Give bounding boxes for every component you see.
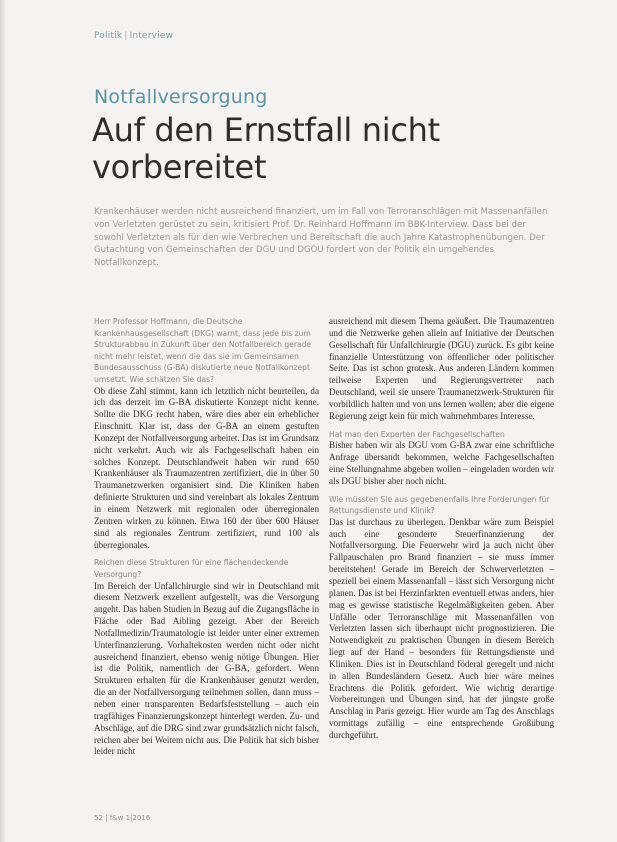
interview-question: Wie müssten Sie aus gegebenenfalls Ihre Forderungen für Rettungsdienste und Klinik?: [329, 494, 550, 516]
interview-answer: Das ist durchaus zu überlegen. Denkbar wäre zum Beispiel auch eine gesonderte Steuerfinanzierung der Notfallversorgung. Die Feuerwehr wird ja auch nicht über Fallpauschalen pro Brand finanziert – sie muss immer bereitstehen! Gerade im Bereich der Schwerverletzten – speziell bei einem Massenanfall – lässt sich Versorgung nicht planen. Das ist bei Herzinfarkten eventuell etwas anders, hier mag es gewisse statistische Regelmäßigkeiten geben. Aber Unfälle oder Terroranschläge mit Massenanfällen von Verletzten lassen sich überhaupt nicht prognostizieren. Die Notwendigkeit zu praktischen Übungen in diesem Bereich liegt auf der Hand – besonders für Rettungsdienste und Kliniken. Dies ist in Deutschland föderal geregelt und nicht in allen Bundesländern Gesetz. Auch hier wäre meines Erachtens die Politik gefordert. Wie wichtig derartige Vorbereitungen und Übungen sind, hat der jüngste große Anschlag in Paris gezeigt. Hier wurde am Tag des Anschlags vormittags zufällig – eine entsprechende Großübung durchgeführt.: [329, 516, 554, 740]
section-tag: [94, 31, 173, 41]
interview-answer: Ob diese Zahl stimmt, kann ich letztlich nicht beurteilen, da ich das derzeit im G-BA diskutierte Konzept nicht kenne. Sollte die DKG recht haben, wäre dies aber ein erheblicher Einschnitt. Klar ist, dass der G-BA an einem gestuften Konzept der Notfallversorgung arbeitet. Das ist im Grundsatz nicht verkehrt. Auch wir als Fachgesellschaft haben ein solches Konzept. Deutschlandweit haben wir rund 650 Krankenhäuser als Traumazentren zertifiziert, die in über 50 Traumanetzwerken organisiert sind. Die Kliniken haben definierte Strukturen und sind vereinbart als lokales Zentrum in einem Netzwerk mit regionalen oder überregionalen Zentren wirken zu können. Etwa 160 der über 600 Häuser sind als regionales Zentrum zertifiziert, rund 100 als überregionales.: [94, 385, 319, 550]
article-kicker: Notfallversorgung: [94, 86, 268, 108]
page-footer: 52 | f&w 1|2016: [94, 814, 151, 822]
left-column: [94, 316, 319, 764]
section-separator: |: [124, 31, 128, 41]
interview-question: Reichen diese Strukturen für eine flächendeckende Versorgung?: [94, 558, 289, 579]
interview-answer: Bisher haben wir als DGU vom G-BA zwar eine schriftliche Anfrage übersandt bekommen, welche Fachgesellschaften eine Stellungnahme abgeben wollen – eingeladen worden wir als DGU bisher aber noch nicht.: [329, 440, 554, 486]
article-headline: Auf den Ernstfall nicht vorbereitet: [92, 111, 440, 186]
section-subcategory: Interview: [129, 31, 174, 41]
interview-answer: ausreichend mit diesem Thema geäußert. Die Traumazentren und die Netzwerke gehen allein auf Initiative der Deutschen Gesellschaft für Unfallchirurgie (DGU) zurück. Es gibt keine finanzielle Unterstützung von öffentlicher oder politischer Seite. Das ist schon grotesk. Aus anderen Ländern kommen teilweise Experten und Regierungsvertreter nach Deutschland, weil sie unsere Traumanetzwerk-Strukturen für vorbildlich halten und von uns lernen wollen; aber die eigene Regierung zeigt kein für mich wahrnehmbares Interesse.: [329, 316, 554, 421]
interview-answer: Im Bereich der Unfallchirurgie sind wir in Deutschland mit diesem Netzwerk exzellent aufgestellt, was die Versorgung angeht. Das haben Studien in Bezug auf die Zugangsfläche in Fläche oder Bad Aibling gezeigt. Aber der Bereich Notfallmedizin/Traumatologie ist leider unter einer extremen Unterfinanzierung. Vorhaltekosten werden nicht oder nicht ausreichend finanziert, ebenso wenig nötige Übungen. Hier ist die Politik, namentlich der G-BA, gefordert. Wenn Strukturen erhalten für die Krankenhäuser genutzt werden, die an der Notfallversorgung teilnehmen sollen, dann muss – neben einer transparenten Bedarfsfeststellung – auch ein tragfähiges Finanzierungskonzept hinterlegt werden. Zu- und Abschläge, auf die DRG sind zwar grundsätzlich nicht falsch, reichen aber bei Weitem nicht aus. Die Politik hat sich bisher leider nicht: [94, 580, 319, 757]
interview-question: Hat man den Experten der Fachgesellschaften: [329, 429, 505, 439]
article-lead: Krankenhäuser werden nicht ausreichend finanziert, um im Fall von Terroranschlägen mit Massenanfällen von Verletzten gerüstet zu sein, kritisiert Prof. Dr. Reinhard Hoffmann im BBK-Interview. Dass bei der sowohl Verletzten als für den wie Verbrechen und Bereitschaft die auch Jahre Katastrophenübungen. Der Gutachtung von Gemeinschaften der DGU und DGOU fordert von der Politik ein umgehendes Notfallkonzept.: [94, 207, 548, 269]
page-edge-shadow: [0, 0, 6, 842]
interview-question: Herr Professor Hoffmann, die Deutsche Krankenhausgesellschaft (DKG) warnt, dass jede bis zum Strukturabbau in Zukunft über den Notfallbereich gerade nicht mehr leistet, wenn die das sie im Gemeinsamen Bundesausschuss (G-BA) diskutierte neue Notfallkonzept umsetzt. Wie schätzen Sie das?: [94, 317, 312, 384]
right-column: [329, 316, 554, 748]
section-category: Politik: [94, 31, 123, 41]
